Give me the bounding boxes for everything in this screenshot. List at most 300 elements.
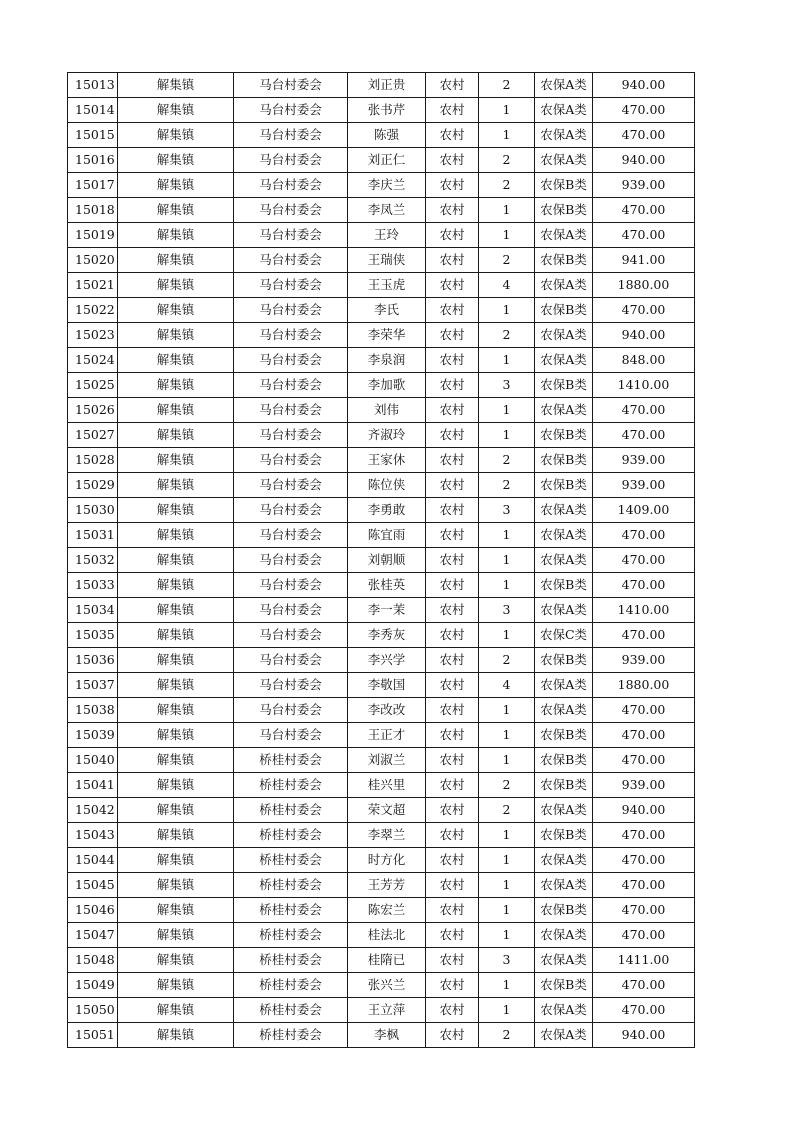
insurance-category-cell: 农保B类 bbox=[535, 748, 593, 773]
person-name-cell: 时方化 bbox=[348, 848, 426, 873]
person-name-cell: 李荣华 bbox=[348, 323, 426, 348]
table-row bbox=[68, 148, 695, 173]
town-cell: 解集镇 bbox=[118, 873, 234, 898]
village-committee-cell: 马台村委会 bbox=[234, 598, 348, 623]
town-cell: 解集镇 bbox=[118, 723, 234, 748]
household-count-cell: 2 bbox=[479, 73, 535, 98]
household-count-cell: 2 bbox=[479, 323, 535, 348]
person-name-cell: 桂法北 bbox=[348, 923, 426, 948]
town-cell: 解集镇 bbox=[118, 973, 234, 998]
household-count-cell: 2 bbox=[479, 773, 535, 798]
table-row bbox=[68, 498, 695, 523]
person-name-cell: 荣文超 bbox=[348, 798, 426, 823]
person-name-cell: 齐淑玲 bbox=[348, 423, 426, 448]
insurance-category-cell: 农保A类 bbox=[535, 273, 593, 298]
village-committee-cell: 桥桂村委会 bbox=[234, 973, 348, 998]
area-type-cell: 农村 bbox=[426, 798, 479, 823]
household-count-cell: 1 bbox=[479, 923, 535, 948]
household-count-cell: 2 bbox=[479, 448, 535, 473]
person-name-cell: 王玲 bbox=[348, 223, 426, 248]
table-row bbox=[68, 173, 695, 198]
insurance-category-cell: 农保A类 bbox=[535, 348, 593, 373]
village-committee-cell: 桥桂村委会 bbox=[234, 1023, 348, 1048]
insurance-category-cell: 农保B类 bbox=[535, 248, 593, 273]
town-cell: 解集镇 bbox=[118, 498, 234, 523]
village-committee-cell: 马台村委会 bbox=[234, 473, 348, 498]
record-id-cell: 15017 bbox=[68, 173, 118, 198]
insurance-category-cell: 农保A类 bbox=[535, 73, 593, 98]
table-row bbox=[68, 298, 695, 323]
area-type-cell: 农村 bbox=[426, 198, 479, 223]
area-type-cell: 农村 bbox=[426, 73, 479, 98]
table-row bbox=[68, 673, 695, 698]
household-count-cell: 2 bbox=[479, 1023, 535, 1048]
area-type-cell: 农村 bbox=[426, 448, 479, 473]
person-name-cell: 李加歌 bbox=[348, 373, 426, 398]
record-id-cell: 15013 bbox=[68, 73, 118, 98]
record-id-cell: 15015 bbox=[68, 123, 118, 148]
town-cell: 解集镇 bbox=[118, 823, 234, 848]
area-type-cell: 农村 bbox=[426, 398, 479, 423]
area-type-cell: 农村 bbox=[426, 873, 479, 898]
record-id-cell: 15049 bbox=[68, 973, 118, 998]
town-cell: 解集镇 bbox=[118, 248, 234, 273]
household-count-cell: 1 bbox=[479, 548, 535, 573]
record-id-cell: 15044 bbox=[68, 848, 118, 873]
area-type-cell: 农村 bbox=[426, 423, 479, 448]
village-committee-cell: 马台村委会 bbox=[234, 448, 348, 473]
area-type-cell: 农村 bbox=[426, 523, 479, 548]
table-row bbox=[68, 773, 695, 798]
town-cell: 解集镇 bbox=[118, 923, 234, 948]
person-name-cell: 李敬国 bbox=[348, 673, 426, 698]
village-committee-cell: 马台村委会 bbox=[234, 348, 348, 373]
person-name-cell: 桂兴里 bbox=[348, 773, 426, 798]
insurance-category-cell: 农保B类 bbox=[535, 648, 593, 673]
record-id-cell: 15026 bbox=[68, 398, 118, 423]
town-cell: 解集镇 bbox=[118, 673, 234, 698]
household-count-cell: 2 bbox=[479, 173, 535, 198]
town-cell: 解集镇 bbox=[118, 373, 234, 398]
record-id-cell: 15042 bbox=[68, 798, 118, 823]
table-row bbox=[68, 973, 695, 998]
amount-cell: 848.00 bbox=[593, 348, 695, 373]
household-count-cell: 2 bbox=[479, 473, 535, 498]
record-id-cell: 15048 bbox=[68, 948, 118, 973]
record-id-cell: 15043 bbox=[68, 823, 118, 848]
table-row bbox=[68, 473, 695, 498]
village-committee-cell: 马台村委会 bbox=[234, 298, 348, 323]
record-id-cell: 15034 bbox=[68, 598, 118, 623]
record-id-cell: 15038 bbox=[68, 698, 118, 723]
household-count-cell: 2 bbox=[479, 798, 535, 823]
area-type-cell: 农村 bbox=[426, 898, 479, 923]
person-name-cell: 李改改 bbox=[348, 698, 426, 723]
record-id-cell: 15016 bbox=[68, 148, 118, 173]
table-row bbox=[68, 573, 695, 598]
document-sheet bbox=[67, 72, 694, 1048]
table-row bbox=[68, 823, 695, 848]
person-name-cell: 王瑞侠 bbox=[348, 248, 426, 273]
table-row bbox=[68, 798, 695, 823]
area-type-cell: 农村 bbox=[426, 673, 479, 698]
amount-cell: 470.00 bbox=[593, 623, 695, 648]
table-row bbox=[68, 648, 695, 673]
area-type-cell: 农村 bbox=[426, 923, 479, 948]
household-count-cell: 3 bbox=[479, 498, 535, 523]
insurance-category-cell: 农保B类 bbox=[535, 773, 593, 798]
area-type-cell: 农村 bbox=[426, 723, 479, 748]
record-id-cell: 15039 bbox=[68, 723, 118, 748]
area-type-cell: 农村 bbox=[426, 223, 479, 248]
record-id-cell: 15029 bbox=[68, 473, 118, 498]
area-type-cell: 农村 bbox=[426, 1023, 479, 1048]
table-row bbox=[68, 623, 695, 648]
insurance-category-cell: 农保A类 bbox=[535, 948, 593, 973]
area-type-cell: 农村 bbox=[426, 373, 479, 398]
table-row bbox=[68, 273, 695, 298]
area-type-cell: 农村 bbox=[426, 973, 479, 998]
insurance-category-cell: 农保B类 bbox=[535, 573, 593, 598]
person-name-cell: 陈位侠 bbox=[348, 473, 426, 498]
person-name-cell: 王家休 bbox=[348, 448, 426, 473]
table-row bbox=[68, 748, 695, 773]
household-count-cell: 1 bbox=[479, 98, 535, 123]
amount-cell: 939.00 bbox=[593, 473, 695, 498]
record-id-cell: 15019 bbox=[68, 223, 118, 248]
record-id-cell: 15024 bbox=[68, 348, 118, 373]
table-row bbox=[68, 398, 695, 423]
person-name-cell: 李翠兰 bbox=[348, 823, 426, 848]
record-id-cell: 15031 bbox=[68, 523, 118, 548]
table-row bbox=[68, 998, 695, 1023]
area-type-cell: 农村 bbox=[426, 823, 479, 848]
amount-cell: 1880.00 bbox=[593, 273, 695, 298]
insurance-category-cell: 农保A类 bbox=[535, 848, 593, 873]
record-id-cell: 15014 bbox=[68, 98, 118, 123]
insurance-category-cell: 农保B类 bbox=[535, 173, 593, 198]
insurance-category-cell: 农保A类 bbox=[535, 548, 593, 573]
amount-cell: 470.00 bbox=[593, 898, 695, 923]
amount-cell: 470.00 bbox=[593, 998, 695, 1023]
person-name-cell: 王玉虎 bbox=[348, 273, 426, 298]
table-row bbox=[68, 698, 695, 723]
record-id-cell: 15021 bbox=[68, 273, 118, 298]
household-count-cell: 1 bbox=[479, 573, 535, 598]
town-cell: 解集镇 bbox=[118, 798, 234, 823]
household-count-cell: 1 bbox=[479, 823, 535, 848]
record-id-cell: 15020 bbox=[68, 248, 118, 273]
town-cell: 解集镇 bbox=[118, 348, 234, 373]
person-name-cell: 李凤兰 bbox=[348, 198, 426, 223]
record-id-cell: 15050 bbox=[68, 998, 118, 1023]
village-committee-cell: 马台村委会 bbox=[234, 498, 348, 523]
table-row bbox=[68, 1023, 695, 1048]
insurance-category-cell: 农保A类 bbox=[535, 1023, 593, 1048]
village-committee-cell: 马台村委会 bbox=[234, 548, 348, 573]
household-count-cell: 1 bbox=[479, 398, 535, 423]
insurance-category-cell: 农保A类 bbox=[535, 498, 593, 523]
village-committee-cell: 桥桂村委会 bbox=[234, 798, 348, 823]
area-type-cell: 农村 bbox=[426, 698, 479, 723]
insurance-category-cell: 农保A类 bbox=[535, 923, 593, 948]
town-cell: 解集镇 bbox=[118, 548, 234, 573]
town-cell: 解集镇 bbox=[118, 648, 234, 673]
town-cell: 解集镇 bbox=[118, 998, 234, 1023]
village-committee-cell: 马台村委会 bbox=[234, 248, 348, 273]
insurance-category-cell: 农保B类 bbox=[535, 198, 593, 223]
insurance-category-cell: 农保B类 bbox=[535, 898, 593, 923]
town-cell: 解集镇 bbox=[118, 948, 234, 973]
person-name-cell: 李枫 bbox=[348, 1023, 426, 1048]
village-committee-cell: 马台村委会 bbox=[234, 373, 348, 398]
household-count-cell: 1 bbox=[479, 723, 535, 748]
household-count-cell: 4 bbox=[479, 273, 535, 298]
village-committee-cell: 马台村委会 bbox=[234, 323, 348, 348]
table-row bbox=[68, 73, 695, 98]
record-id-cell: 15046 bbox=[68, 898, 118, 923]
amount-cell: 470.00 bbox=[593, 223, 695, 248]
insurance-category-cell: 农保A类 bbox=[535, 223, 593, 248]
table-row bbox=[68, 123, 695, 148]
table-row bbox=[68, 848, 695, 873]
town-cell: 解集镇 bbox=[118, 448, 234, 473]
insurance-category-cell: 农保A类 bbox=[535, 598, 593, 623]
town-cell: 解集镇 bbox=[118, 198, 234, 223]
village-committee-cell: 马台村委会 bbox=[234, 98, 348, 123]
area-type-cell: 农村 bbox=[426, 573, 479, 598]
household-count-cell: 1 bbox=[479, 848, 535, 873]
village-committee-cell: 桥桂村委会 bbox=[234, 848, 348, 873]
insurance-category-cell: 农保B类 bbox=[535, 473, 593, 498]
amount-cell: 1411.00 bbox=[593, 948, 695, 973]
insurance-category-cell: 农保A类 bbox=[535, 998, 593, 1023]
person-name-cell: 陈宜雨 bbox=[348, 523, 426, 548]
amount-cell: 1409.00 bbox=[593, 498, 695, 523]
household-count-cell: 4 bbox=[479, 673, 535, 698]
amount-cell: 470.00 bbox=[593, 298, 695, 323]
village-committee-cell: 马台村委会 bbox=[234, 573, 348, 598]
record-id-cell: 15045 bbox=[68, 873, 118, 898]
household-count-cell: 1 bbox=[479, 423, 535, 448]
insurance-category-cell: 农保B类 bbox=[535, 373, 593, 398]
household-count-cell: 1 bbox=[479, 873, 535, 898]
household-count-cell: 1 bbox=[479, 973, 535, 998]
amount-cell: 940.00 bbox=[593, 73, 695, 98]
person-name-cell: 刘朝顺 bbox=[348, 548, 426, 573]
insurance-category-cell: 农保A类 bbox=[535, 873, 593, 898]
insurance-category-cell: 农保A类 bbox=[535, 523, 593, 548]
town-cell: 解集镇 bbox=[118, 323, 234, 348]
town-cell: 解集镇 bbox=[118, 1023, 234, 1048]
person-name-cell: 张兴兰 bbox=[348, 973, 426, 998]
insurance-category-cell: 农保A类 bbox=[535, 398, 593, 423]
person-name-cell: 李庆兰 bbox=[348, 173, 426, 198]
area-type-cell: 农村 bbox=[426, 123, 479, 148]
amount-cell: 470.00 bbox=[593, 923, 695, 948]
town-cell: 解集镇 bbox=[118, 848, 234, 873]
insurance-category-cell: 农保B类 bbox=[535, 423, 593, 448]
town-cell: 解集镇 bbox=[118, 173, 234, 198]
town-cell: 解集镇 bbox=[118, 223, 234, 248]
table-row bbox=[68, 523, 695, 548]
amount-cell: 940.00 bbox=[593, 323, 695, 348]
town-cell: 解集镇 bbox=[118, 573, 234, 598]
town-cell: 解集镇 bbox=[118, 773, 234, 798]
person-name-cell: 陈强 bbox=[348, 123, 426, 148]
amount-cell: 470.00 bbox=[593, 423, 695, 448]
area-type-cell: 农村 bbox=[426, 348, 479, 373]
village-committee-cell: 马台村委会 bbox=[234, 73, 348, 98]
town-cell: 解集镇 bbox=[118, 598, 234, 623]
amount-cell: 939.00 bbox=[593, 773, 695, 798]
table-row bbox=[68, 248, 695, 273]
town-cell: 解集镇 bbox=[118, 423, 234, 448]
amount-cell: 470.00 bbox=[593, 698, 695, 723]
area-type-cell: 农村 bbox=[426, 998, 479, 1023]
household-count-cell: 1 bbox=[479, 623, 535, 648]
table-row bbox=[68, 873, 695, 898]
table-row bbox=[68, 948, 695, 973]
table-row bbox=[68, 723, 695, 748]
household-count-cell: 2 bbox=[479, 248, 535, 273]
person-name-cell: 刘伟 bbox=[348, 398, 426, 423]
table-row bbox=[68, 323, 695, 348]
area-type-cell: 农村 bbox=[426, 948, 479, 973]
village-committee-cell: 马台村委会 bbox=[234, 623, 348, 648]
table-row bbox=[68, 223, 695, 248]
area-type-cell: 农村 bbox=[426, 248, 479, 273]
village-committee-cell: 马台村委会 bbox=[234, 723, 348, 748]
area-type-cell: 农村 bbox=[426, 848, 479, 873]
record-id-cell: 15023 bbox=[68, 323, 118, 348]
person-name-cell: 李勇敢 bbox=[348, 498, 426, 523]
amount-cell: 470.00 bbox=[593, 823, 695, 848]
town-cell: 解集镇 bbox=[118, 98, 234, 123]
household-count-cell: 1 bbox=[479, 298, 535, 323]
household-count-cell: 1 bbox=[479, 523, 535, 548]
person-name-cell: 王正才 bbox=[348, 723, 426, 748]
person-name-cell: 李氏 bbox=[348, 298, 426, 323]
village-committee-cell: 马台村委会 bbox=[234, 173, 348, 198]
household-count-cell: 1 bbox=[479, 123, 535, 148]
table-row bbox=[68, 598, 695, 623]
town-cell: 解集镇 bbox=[118, 748, 234, 773]
town-cell: 解集镇 bbox=[118, 473, 234, 498]
household-count-cell: 1 bbox=[479, 223, 535, 248]
area-type-cell: 农村 bbox=[426, 148, 479, 173]
town-cell: 解集镇 bbox=[118, 73, 234, 98]
area-type-cell: 农村 bbox=[426, 323, 479, 348]
area-type-cell: 农村 bbox=[426, 548, 479, 573]
village-committee-cell: 马台村委会 bbox=[234, 398, 348, 423]
amount-cell: 939.00 bbox=[593, 448, 695, 473]
person-name-cell: 李一茉 bbox=[348, 598, 426, 623]
town-cell: 解集镇 bbox=[118, 298, 234, 323]
town-cell: 解集镇 bbox=[118, 523, 234, 548]
amount-cell: 940.00 bbox=[593, 148, 695, 173]
village-committee-cell: 桥桂村委会 bbox=[234, 998, 348, 1023]
table-row bbox=[68, 348, 695, 373]
person-name-cell: 王立萍 bbox=[348, 998, 426, 1023]
town-cell: 解集镇 bbox=[118, 698, 234, 723]
record-id-cell: 15030 bbox=[68, 498, 118, 523]
area-type-cell: 农村 bbox=[426, 773, 479, 798]
area-type-cell: 农村 bbox=[426, 598, 479, 623]
village-committee-cell: 马台村委会 bbox=[234, 698, 348, 723]
person-name-cell: 李秀灰 bbox=[348, 623, 426, 648]
person-name-cell: 张桂英 bbox=[348, 573, 426, 598]
amount-cell: 939.00 bbox=[593, 648, 695, 673]
village-committee-cell: 马台村委会 bbox=[234, 223, 348, 248]
insurance-category-cell: 农保A类 bbox=[535, 673, 593, 698]
area-type-cell: 农村 bbox=[426, 748, 479, 773]
village-committee-cell: 桥桂村委会 bbox=[234, 748, 348, 773]
record-id-cell: 15051 bbox=[68, 1023, 118, 1048]
village-committee-cell: 马台村委会 bbox=[234, 523, 348, 548]
insurance-category-cell: 农保A类 bbox=[535, 148, 593, 173]
insurance-category-cell: 农保B类 bbox=[535, 298, 593, 323]
village-committee-cell: 马台村委会 bbox=[234, 273, 348, 298]
table-row bbox=[68, 548, 695, 573]
insurance-category-cell: 农保B类 bbox=[535, 973, 593, 998]
record-id-cell: 15028 bbox=[68, 448, 118, 473]
household-count-cell: 1 bbox=[479, 998, 535, 1023]
person-name-cell: 李泉润 bbox=[348, 348, 426, 373]
insurance-category-cell: 农保C类 bbox=[535, 623, 593, 648]
record-id-cell: 15035 bbox=[68, 623, 118, 648]
amount-cell: 470.00 bbox=[593, 848, 695, 873]
amount-cell: 470.00 bbox=[593, 873, 695, 898]
insurance-category-cell: 农保B类 bbox=[535, 448, 593, 473]
record-id-cell: 15025 bbox=[68, 373, 118, 398]
town-cell: 解集镇 bbox=[118, 273, 234, 298]
area-type-cell: 农村 bbox=[426, 623, 479, 648]
table-row bbox=[68, 448, 695, 473]
record-id-cell: 15022 bbox=[68, 298, 118, 323]
amount-cell: 939.00 bbox=[593, 173, 695, 198]
area-type-cell: 农村 bbox=[426, 473, 479, 498]
area-type-cell: 农村 bbox=[426, 273, 479, 298]
amount-cell: 470.00 bbox=[593, 198, 695, 223]
amount-cell: 1880.00 bbox=[593, 673, 695, 698]
village-committee-cell: 马台村委会 bbox=[234, 148, 348, 173]
area-type-cell: 农村 bbox=[426, 498, 479, 523]
village-committee-cell: 马台村委会 bbox=[234, 198, 348, 223]
record-id-cell: 15040 bbox=[68, 748, 118, 773]
amount-cell: 470.00 bbox=[593, 548, 695, 573]
amount-cell: 470.00 bbox=[593, 723, 695, 748]
insurance-category-cell: 农保A类 bbox=[535, 323, 593, 348]
village-committee-cell: 桥桂村委会 bbox=[234, 873, 348, 898]
amount-cell: 470.00 bbox=[593, 123, 695, 148]
subsidy-table bbox=[67, 72, 695, 1048]
village-committee-cell: 桥桂村委会 bbox=[234, 773, 348, 798]
household-count-cell: 3 bbox=[479, 598, 535, 623]
village-committee-cell: 马台村委会 bbox=[234, 123, 348, 148]
table-row bbox=[68, 373, 695, 398]
insurance-category-cell: 农保A类 bbox=[535, 698, 593, 723]
record-id-cell: 15037 bbox=[68, 673, 118, 698]
area-type-cell: 农村 bbox=[426, 298, 479, 323]
household-count-cell: 1 bbox=[479, 348, 535, 373]
village-committee-cell: 桥桂村委会 bbox=[234, 898, 348, 923]
table-row bbox=[68, 423, 695, 448]
household-count-cell: 3 bbox=[479, 948, 535, 973]
record-id-cell: 15033 bbox=[68, 573, 118, 598]
amount-cell: 941.00 bbox=[593, 248, 695, 273]
insurance-category-cell: 农保B类 bbox=[535, 823, 593, 848]
